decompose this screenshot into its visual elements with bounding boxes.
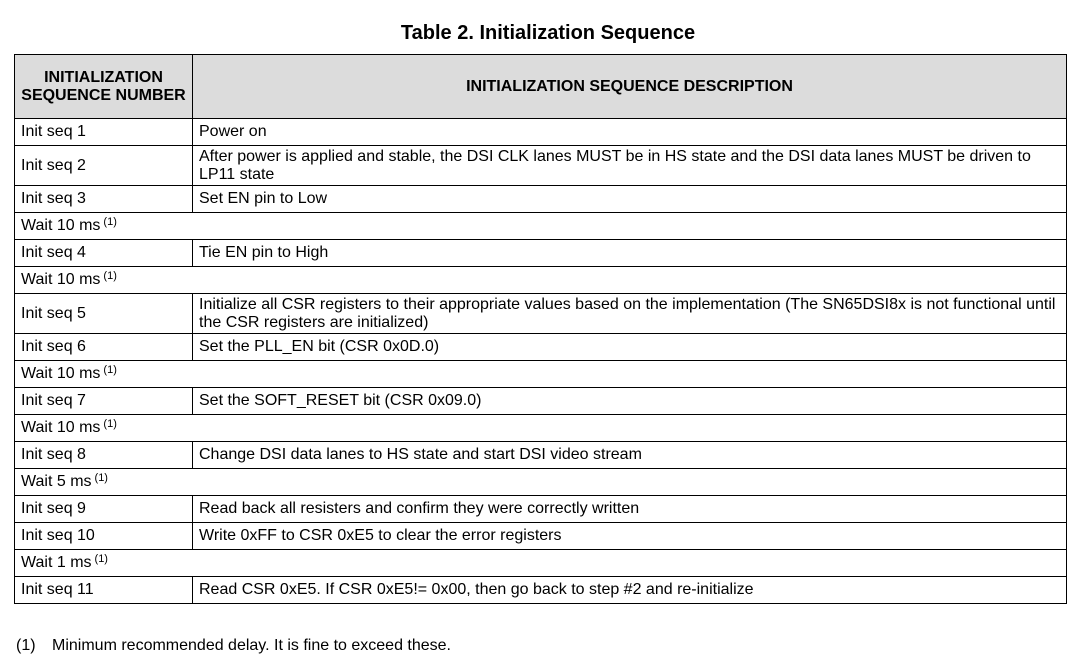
initialization-sequence-table [14, 54, 1067, 604]
table-title: Table 2. Initialization Sequence [400, 22, 696, 44]
table-row [15, 577, 1067, 604]
table-row [15, 496, 1067, 523]
sequence-number-cell: Init seq 2 [15, 146, 193, 186]
wait-row [15, 469, 1067, 496]
table-row [15, 523, 1067, 550]
footnote-mark: (1) [16, 637, 36, 654]
sequence-description-cell: Read CSR 0xE5. If CSR 0xE5!= 0x00, then go back to step #2 and re-initialize [193, 577, 1067, 604]
header-sequence-number: INITIALIZATION SEQUENCE NUMBER [15, 55, 193, 119]
sequence-description-cell: Set the PLL_EN bit (CSR 0x0D.0) [193, 334, 1067, 361]
wait-row [15, 267, 1067, 294]
sequence-number-cell: Init seq 10 [15, 523, 193, 550]
wait-cell [15, 469, 1067, 496]
sequence-description-cell: Change DSI data lanes to HS state and start DSI video stream [193, 442, 1067, 469]
footnote-text: Minimum recommended delay. It is fine to exceed these. [52, 637, 451, 654]
sequence-description-cell: Set the SOFT_RESET bit (CSR 0x09.0) [193, 388, 1067, 415]
sequence-number-cell: Init seq 4 [15, 240, 193, 267]
wait-cell [15, 361, 1067, 388]
table-row [15, 334, 1067, 361]
header-sequence-description: INITIALIZATION SEQUENCE DESCRIPTION [193, 55, 1067, 119]
footnote-reference: (1) [103, 364, 117, 376]
sequence-description-cell: Tie EN pin to High [193, 240, 1067, 267]
table-row [15, 442, 1067, 469]
wait-row [15, 213, 1067, 240]
table-row [15, 294, 1067, 334]
wait-row [15, 415, 1067, 442]
table-row [15, 186, 1067, 213]
sequence-description-cell: Read back all resisters and confirm they were correctly written [193, 496, 1067, 523]
wait-text: Wait 5 ms [21, 473, 92, 490]
footnote-reference: (1) [94, 553, 108, 565]
wait-cell [15, 213, 1067, 240]
table-header-row [15, 55, 1067, 119]
sequence-number-cell: Init seq 11 [15, 577, 193, 604]
wait-row [15, 550, 1067, 577]
wait-row [15, 361, 1067, 388]
sequence-number-cell: Init seq 9 [15, 496, 193, 523]
footnote-reference: (1) [103, 418, 117, 430]
sequence-description-cell: After power is applied and stable, the DSI CLK lanes MUST be in HS state and the DSI data lanes MUST be driven to LP11 state [193, 146, 1067, 186]
sequence-description-cell: Write 0xFF to CSR 0xE5 to clear the error registers [193, 523, 1067, 550]
table-row [15, 146, 1067, 186]
sequence-number-cell: Init seq 6 [15, 334, 193, 361]
table-row [15, 388, 1067, 415]
wait-text: Wait 10 ms [21, 419, 101, 436]
footnote-reference: (1) [94, 472, 108, 484]
table-row [15, 119, 1067, 146]
wait-text: Wait 1 ms [21, 554, 92, 571]
sequence-description-cell: Initialize all CSR registers to their appropriate values based on the implementation (The SN65DSI8x is not functional until the CSR registers are initialized) [193, 294, 1067, 334]
wait-cell [15, 415, 1067, 442]
table-row [15, 240, 1067, 267]
wait-text: Wait 10 ms [21, 365, 101, 382]
sequence-description-cell: Power on [193, 119, 1067, 146]
wait-text: Wait 10 ms [21, 271, 101, 288]
table-footnote [16, 636, 451, 656]
sequence-number-cell: Init seq 7 [15, 388, 193, 415]
wait-text: Wait 10 ms [21, 217, 101, 234]
sequence-number-cell: Init seq 1 [15, 119, 193, 146]
footnote-reference: (1) [103, 270, 117, 282]
wait-cell [15, 550, 1067, 577]
sequence-number-cell: Init seq 3 [15, 186, 193, 213]
sequence-number-cell: Init seq 5 [15, 294, 193, 334]
sequence-number-cell: Init seq 8 [15, 442, 193, 469]
footnote-reference: (1) [103, 216, 117, 228]
sequence-description-cell: Set EN pin to Low [193, 186, 1067, 213]
wait-cell [15, 267, 1067, 294]
